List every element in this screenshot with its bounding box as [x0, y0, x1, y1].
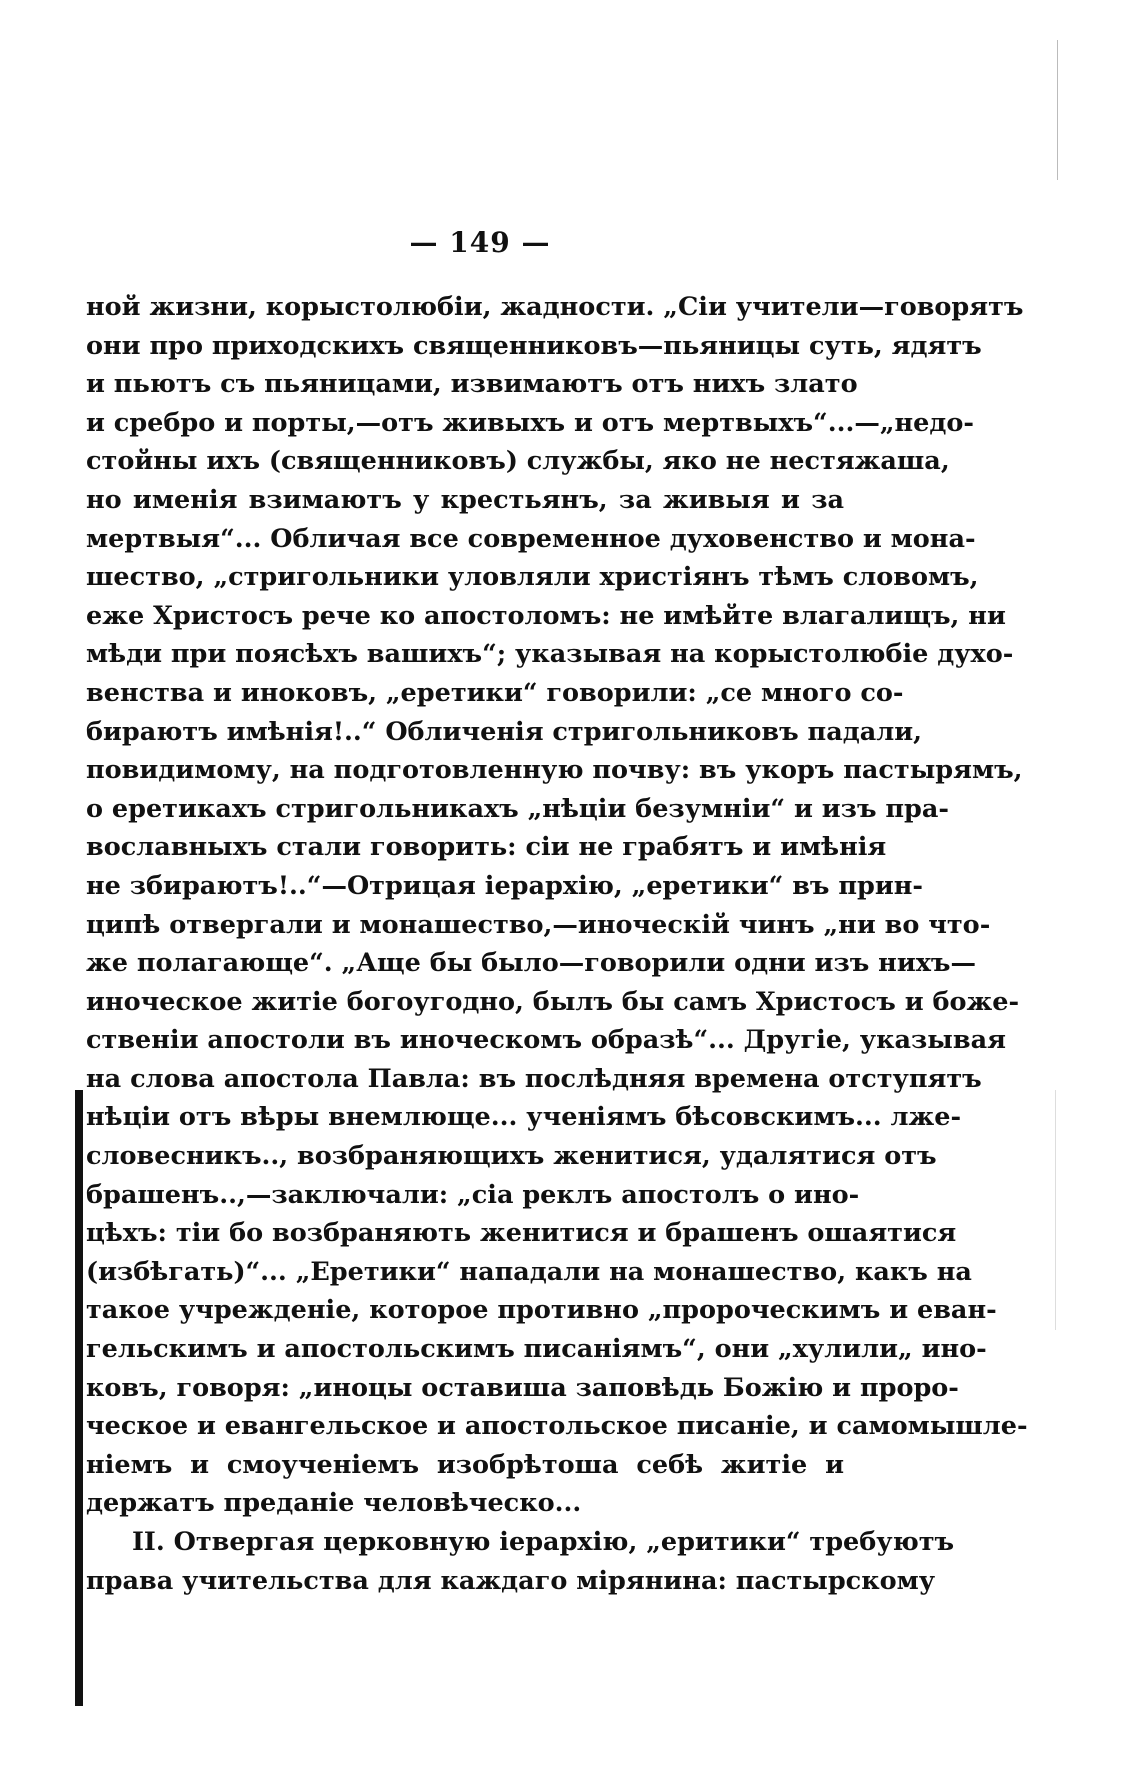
text-line: венства и иноковъ, „еретики“ говорили: „се много со-: [86, 677, 904, 708]
text-line: иноческое житіе богоугодно, былъ бы самъ Христосъ и боже-: [86, 986, 1020, 1017]
text-line: ной жизни, корыстолюбіи, жадности. „Сіи учители—говорятъ: [86, 292, 1024, 322]
text-line: (избѣгать)“... „Еретики“ нападали на монашество, какъ на: [86, 1256, 972, 1287]
text-line: о еретикахъ стригольникахъ „нѣціи безумніи“ и изъ пра-: [86, 793, 949, 824]
paragraph-end-line: держатъ преданіе человѣческо...: [86, 1488, 582, 1519]
text-line: бираютъ имѣнія!..“ Обличенія стригольниковъ падали,: [86, 716, 923, 747]
text-line: и сребро и порты,—отъ живыхъ и отъ мертвыхъ“...—„недо-: [86, 407, 974, 438]
text-line: и пьютъ съ пьяницами, извимаютъ отъ нихъ злато: [86, 369, 858, 400]
text-line: ковъ, говоря: „иноцы оставиша заповѣдь Божію и проро-: [86, 1372, 959, 1403]
text-line: стойны ихъ (священниковъ) службы, яко не нестяжаша,: [86, 446, 950, 477]
text-line: такое учрежденіе, которое противно „пророческимъ и еван-: [86, 1295, 997, 1326]
text-line: не збираютъ!..“—Отрицая іерархію, „еретики“ въ прин-: [86, 870, 924, 901]
text-line: брашенъ..,—заключали: „сіа реклъ апостолъ о ино-: [86, 1179, 860, 1210]
text-line: шество, „стригольники уловляли христіянъ тѣмъ словомъ,: [86, 562, 979, 593]
text-line: цѣхъ: тіи бо возбраняють женитися и брашенъ ошаятися: [86, 1218, 957, 1249]
text-line: ніемъ и смоученіемъ изобрѣтоша себѣ житіе и: [86, 1449, 844, 1480]
text-line: но именія взимаютъ у крестьянъ, за живыя и за: [86, 484, 844, 515]
text-line: ципѣ отвергали и монашество,—иноческій чинъ „ни во что-: [86, 909, 991, 940]
text-line: они про приходскихъ священниковъ—пьяницы суть, ядятъ: [86, 330, 982, 361]
text-line: гельскимъ и апостольскимъ писаніямъ“, они „хулили„ ино-: [86, 1334, 987, 1365]
text-line: словесникъ.., возбраняющихъ женитися, удалятися отъ: [86, 1141, 937, 1172]
text-line: повидимому, на подготовленную почву: въ укоръ пастырямъ,: [86, 755, 1023, 786]
scan-edge-mark: [1055, 1090, 1056, 1330]
text-line: еже Христосъ рече ко апостоломъ: не имѣйте влагалищъ, ни: [86, 600, 1006, 631]
text-line: мертвыя“... Обличая все современное духовенство и мона-: [86, 523, 976, 554]
binding-edge-shadow: [75, 1090, 83, 1706]
text-line: на слова апостола Павла: въ послѣдняя времена отступятъ: [86, 1063, 982, 1094]
text-line: права учительства для каждаго мірянина: пастырскому: [86, 1565, 936, 1596]
scan-edge-mark: [1057, 40, 1058, 180]
page-number: — 149 —: [409, 226, 551, 259]
text-line: вославныхъ стали говорить: сіи не грабятъ и имѣнія: [86, 832, 887, 863]
text-line: ственіи апостоли въ иноческомъ образѣ“... Другіе, указывая: [86, 1025, 1006, 1056]
body-text: [86, 288, 1028, 1600]
text-line: нѣціи отъ вѣры внемлюще... ученіямъ бѣсовскимъ... лже-: [86, 1102, 962, 1133]
text-line: же полагающе“. „Аще бы было—говорили одни изъ нихъ—: [86, 948, 976, 979]
text-line: мѣди при поясѣхъ вашихъ“; указывая на корыстолюбіе духо-: [86, 639, 1014, 670]
paragraph-start-line: II. Отвергая церковную іерархію, „еритики“ требуютъ: [132, 1527, 955, 1557]
text-line: ческое и евангельское и апостольское писаніе, и самомышле-: [86, 1411, 1028, 1442]
